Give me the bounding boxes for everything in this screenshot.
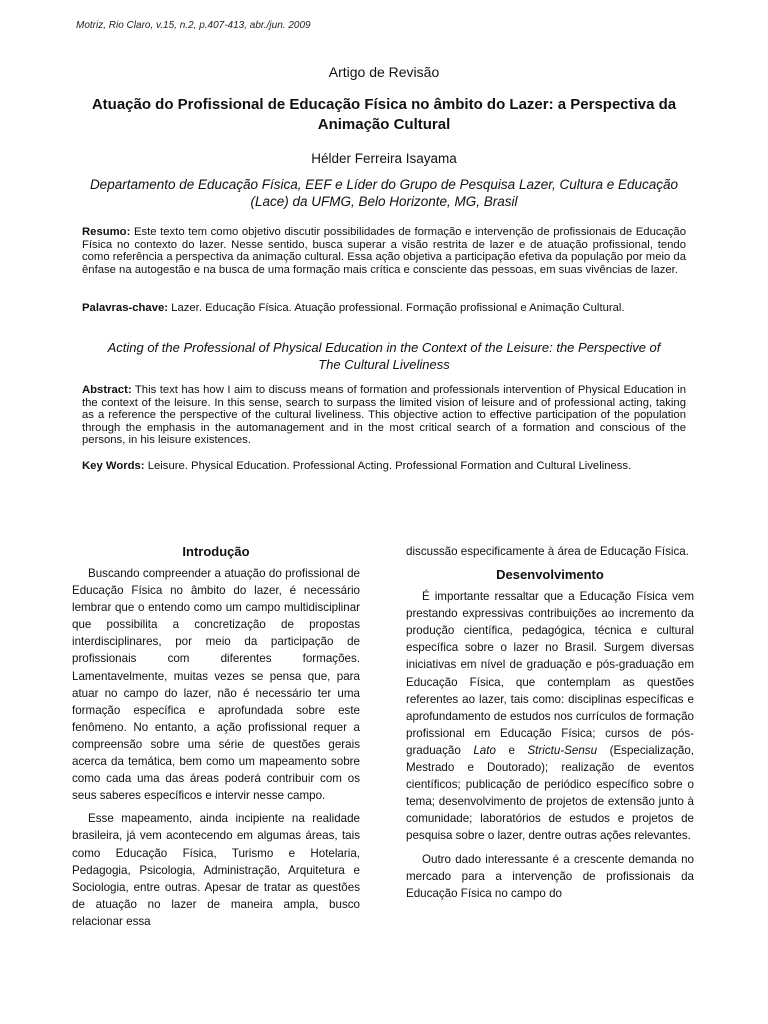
keywords-en [82, 460, 686, 473]
article-title: Atuação do Profissional de Educação Física no âmbito do Lazer: a Perspectiva da Animação Cultural [91, 96, 677, 133]
author-affiliation: Departamento de Educação Física, EEF e Líder do Grupo de Pesquisa Lazer, Cultura e Educação (Lace) da UFMG, Belo Horizonte, MG, Brasil [89, 177, 679, 209]
abstract-pt-label: Resumo: [82, 226, 131, 238]
intro-paragraph-2: Esse mapeamento, ainda incipiente na realidade brasileira, já vem acontecendo em algumas áreas, tais como Educação Física, Turismo e Hotelaria, Pedagogia, Psicologia, Administração, Arquitetura e Sociologia, entre outras. Apesar de tratar as questões de atuação no lazer de maneira ampla, busco relacionar essa [72, 812, 360, 928]
section-type: Artigo de Revisão [328, 64, 440, 80]
abstract-en [82, 384, 686, 447]
abstract-en-label: Abstract: [82, 384, 132, 396]
dev-p1-text-b: (Especialização, Mestrado e Doutorado); realização de eventos científicos; publicação de periódico específico sobre o tema; desenvolvimento de projetos de extensão junto à comunidade; laboratórios de estudos e projetos de pesquisa sobre o lazer, dentre outras ações relevantes. [406, 743, 695, 843]
development-paragraph-1 [406, 588, 694, 844]
keywords-pt-text: Lazer. Educação Física. Atuação professional. Formação profissional e Animação Cultural. [168, 302, 625, 314]
intro-paragraph-1: Buscando compreender a atuação do profissional de Educação Física no âmbito do lazer, é necessário lembrar que o entendo como um campo multidisciplinar que possibilita a concretização de propostas interdisciplinares, por meio da participação de profissionais com diferentes formações. Lamentavelmente, muitas vezes se pensa que, para atuar no campo do lazer, não é necessário ter uma formação específica e aprofundada sobre este fenômeno. No entanto, a ação profissional requer a compreensão sobre uma série de questões gerais acerca da temática, bem como um mapeamento sobre como cada uma das áreas poderá contribuir com os seus saberes específicos e intervir nesse campo. [72, 567, 360, 803]
right-column [406, 543, 694, 908]
dev-p1-strictu: Strictu-Sensu [527, 743, 598, 757]
journal-citation: Motriz, Rio Claro, v.15, n.2, p.407-413, abr./jun. 2009 [76, 20, 311, 31]
abstract-pt-text: Este texto tem como objetivo discutir possibilidades de formação e intervenção de profissionais de Educação Física no contexto do lazer. Nesse sentido, busca superar a visão restrita de lazer e de atuação profissional, tendo como referência a perspectiva da animação cultural. Essa ação objetiva a participação efetiva da população por meio da ênfase na autogestão e na busca de uma formação mais crítica e consciente das pessoas, em suas vivências de lazer. [82, 226, 686, 276]
left-column [72, 543, 360, 936]
dev-p1-conj: e [495, 743, 528, 757]
keywords-en-label: Key Words: [82, 460, 145, 472]
abstract-pt [82, 226, 686, 276]
dev-p1-text-a: É importante ressaltar que a Educação Física vem prestando expressivas contribuições ao incremento da produção científica, pedagógica, técnica e cultural específica sobre o lazer no Brasil. Surgem diversas iniciativas em nível de graduação e pós-graduação em Educação Física, que contemplam as questões referentes ao lazer, tais como: disciplinas específicas e aprofundamento de estudos nos currículos de formação profissional em Educação Física; cursos de pós-graduação [406, 590, 694, 757]
dev-p1-lato: Lato [473, 743, 496, 757]
keywords-en-text: Leisure. Physical Education. Professional Acting. Professional Formation and Cultural Liveliness. [144, 460, 632, 472]
intro-continuation: discussão especificamente à área de Educação Física. [406, 545, 689, 558]
author-name: Hélder Ferreira Isayama [311, 151, 457, 166]
development-heading: Desenvolvimento [496, 567, 604, 583]
intro-heading: Introdução [182, 544, 250, 559]
keywords-pt-label: Palavras-chave: [82, 302, 169, 314]
english-title: Acting of the Professional of Physical Education in the Context of the Leisure: the Perspective of The Cultural Liveliness [107, 340, 661, 372]
abstract-en-text: This text has how I aim to discuss means of formation and professionals intervention of Physical Education in the context of the leisure. In this sense, search to surpass the limited vision of leisure and of professional acting, taking as a reference the perspective of the cultural liveliness. This objective action to effective participation of the population through the emphasis in the automanagement and in the most critical search of a formation and conscious of the persons, in his leisure existences. [82, 384, 686, 447]
keywords-pt [82, 302, 686, 315]
development-paragraph-2: Outro dado interessante é a crescente demanda no mercado para a intervenção de profissionais da Educação Física no campo do [406, 852, 694, 900]
